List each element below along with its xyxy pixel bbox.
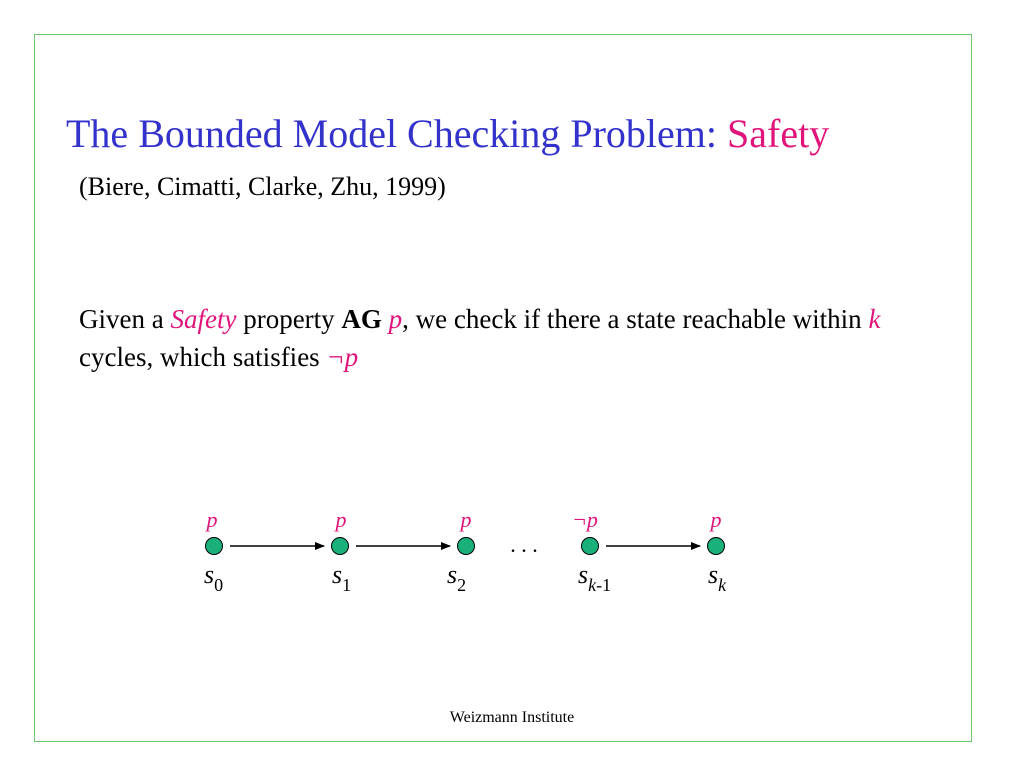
state-node-k	[708, 538, 725, 555]
state-label-1: p	[335, 507, 347, 532]
state-name-k-1-sub: k-1	[588, 575, 612, 595]
state-label-k: p	[710, 507, 722, 532]
citation: (Biere, Cimatti, Clarke, Zhu, 1999)	[79, 172, 446, 201]
ag-operator: AG	[341, 304, 382, 334]
state-node-k-1	[582, 538, 599, 555]
state-name-k: $s_k$	[708, 560, 727, 595]
state-name-0: $s_0$	[204, 560, 224, 595]
body-text-2: property	[236, 304, 342, 334]
negp-term: ¬p	[326, 342, 359, 372]
state-node-0	[206, 538, 223, 555]
state-name-2: $s_2$	[447, 560, 467, 595]
title-accent: Safety	[727, 111, 830, 156]
state-name-k-1: $s_{k-1}$	[578, 560, 612, 595]
ellipsis: . . .	[510, 532, 538, 557]
title-main: The Bounded Model Checking Problem:	[66, 111, 728, 156]
body-text-4: cycles, which satisfies	[79, 342, 327, 372]
safety-term: Safety	[170, 304, 237, 334]
state-node-1	[332, 538, 349, 555]
body-text-3: , we check if there a state reachable within	[402, 304, 869, 334]
state-name-1: $s_1$	[332, 560, 352, 595]
state-label-2: p	[460, 507, 472, 532]
k-term: k	[868, 304, 881, 334]
state-label-k-1: ¬p	[572, 507, 598, 532]
footer-institution: Weizmann Institute	[449, 709, 575, 726]
state-node-2	[458, 538, 475, 555]
state-label-0: p	[206, 507, 218, 532]
p-term: p	[388, 304, 403, 334]
body-text-1: Given a	[79, 304, 171, 334]
